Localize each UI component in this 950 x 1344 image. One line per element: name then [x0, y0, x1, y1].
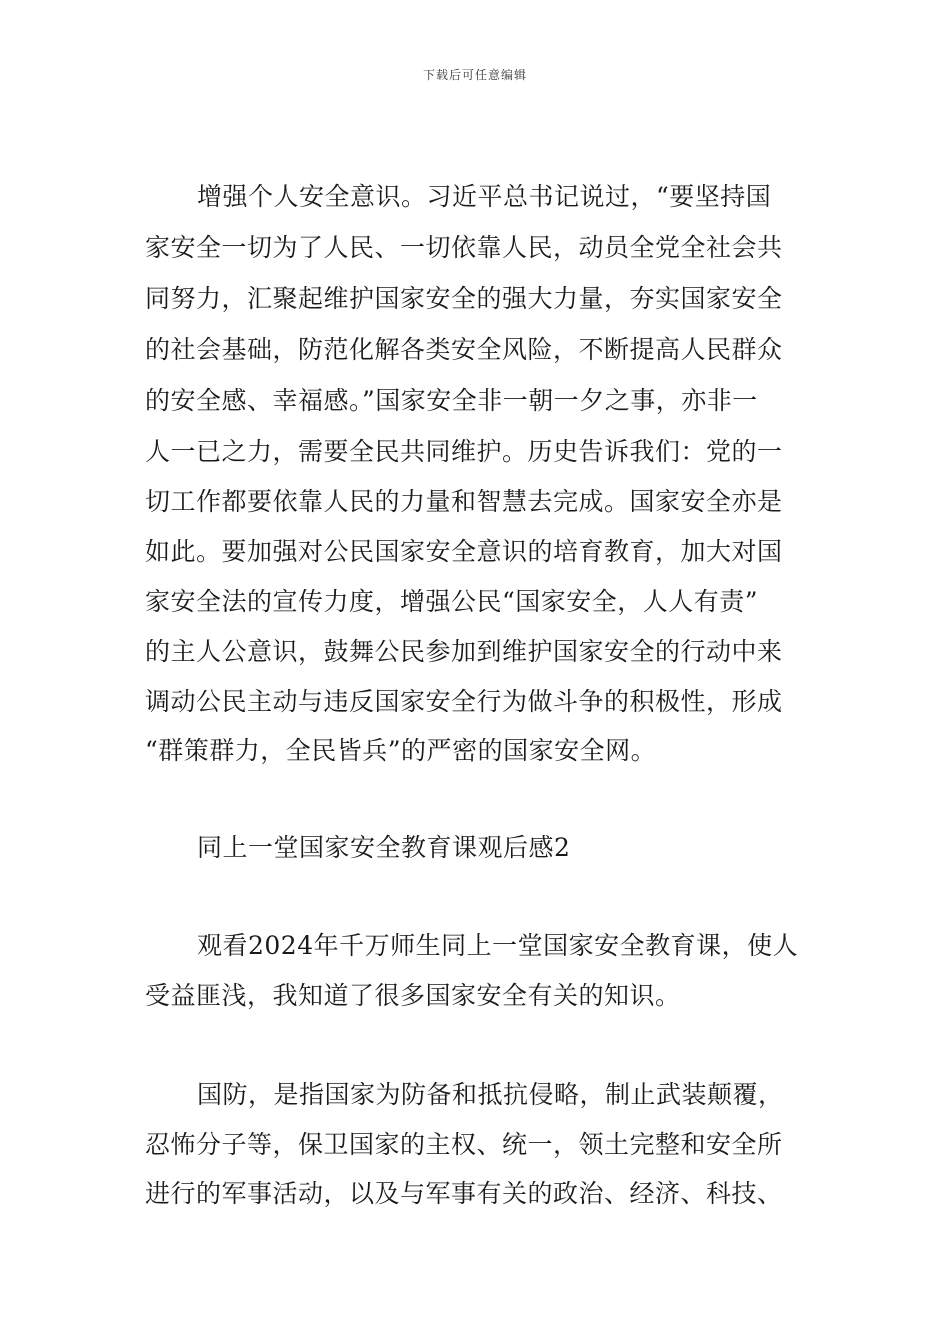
text-line: 的主人公意识，鼓舞公民参加到维护国家安全的行动中来: [145, 637, 783, 666]
text-line: 人一已之力，需要全民共同维护。历史告诉我们：党的一: [145, 437, 783, 466]
section-heading: 同上一堂国家安全教育课观后感2: [197, 833, 571, 862]
text-line: “群策群力，全民皆兵”的严密的国家安全网。: [145, 736, 657, 765]
text-line: 家安全一切为了人民、一切依靠人民，动员全党全社会共: [145, 233, 783, 262]
text-line: 家安全法的宣传力度，增强公民“国家安全，人人有责”: [145, 587, 759, 616]
text-line: 忍怖分子等，保卫国家的主权、统一，领土完整和安全所: [145, 1130, 783, 1159]
text-line: 如此。要加强对公民国家安全意识的培育教育，加大对国: [145, 537, 783, 566]
text-line: 增强个人安全意识。习近平总书记说过，“要坚持国: [197, 182, 772, 211]
text-line: 观看2024年千万师生同上一堂国家安全教育课，使人: [197, 931, 799, 960]
text-line: 切工作都要依靠人民的力量和智慧去完成。国家安全亦是: [145, 487, 783, 516]
text-line: 受益匪浅，我知道了很多国家安全有关的知识。: [145, 981, 681, 1010]
page-header-note: 下载后可任意编辑: [422, 68, 527, 82]
text-line: 国防，是指国家为防备和抵抗侵略，制止武装颠覆，: [197, 1080, 784, 1109]
text-line: 的安全感、幸福感。”国家安全非一朝一夕之事，亦非一: [145, 386, 758, 415]
text-line: 同努力，汇聚起维护国家安全的强大力量，夯实国家安全: [145, 284, 783, 313]
text-line: 的社会基础，防范化解各类安全风险，不断提高人民群众: [145, 335, 783, 364]
text-line: 调动公民主动与违反国家安全行为做斗争的积极性，形成: [145, 687, 783, 716]
text-line: 进行的军事活动，以及与军事有关的政治、经济、科技、: [145, 1179, 783, 1208]
